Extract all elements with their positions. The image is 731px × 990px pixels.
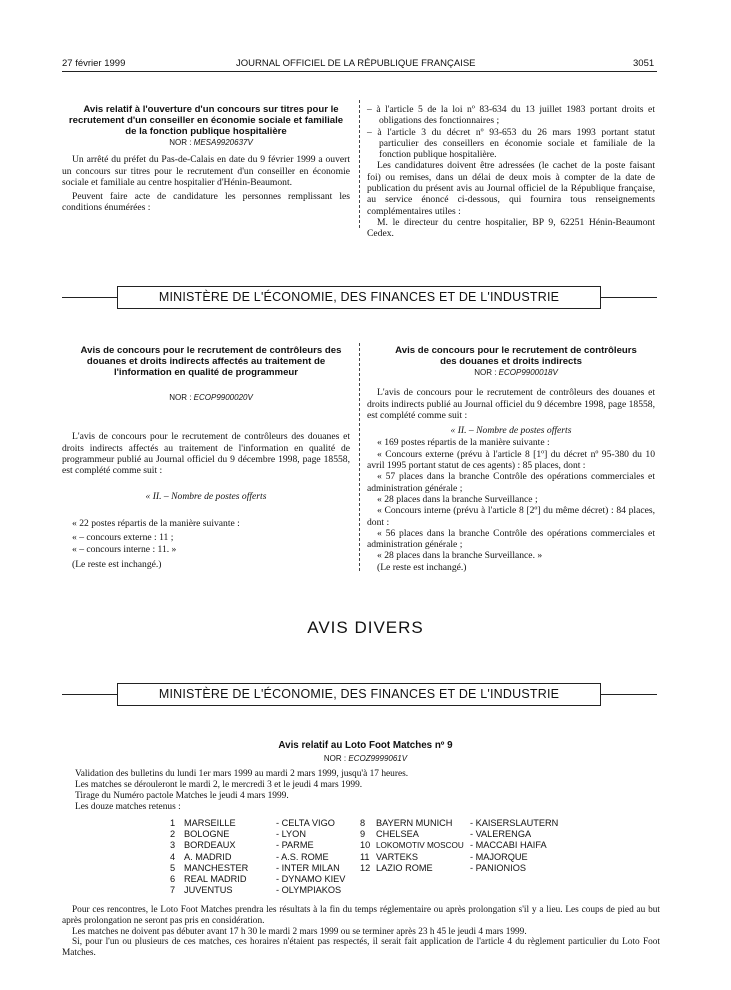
match-row: 12 LAZIO ROME - PANIONIOS [360,862,526,873]
match-row: 3 BORDEAUX - PARME [170,840,314,851]
concours-controleurs-l7: « 28 places dans la branche Surveillance. » [377,550,543,562]
header-journal-title: JOURNAL OFFICIEL DE LA RÉPUBLIQUE FRANÇAISE [236,58,476,69]
match-row: 5 MANCHESTER - INTER MILAN [170,862,340,873]
loto-line: Les douze matches retenus : [75,802,181,812]
avis-hospitalier-title: Avis relatif à l'ouverture d'un concours sur titres pour le recrutement d'un conseiller en économie sociale et familiale de la fonction publique hospitalière [68,104,344,137]
match-row: 4 A. MADRID - A.S. ROME [170,851,329,862]
ministry-heading: MINISTÈRE DE L'ÉCONOMIE, DES FINANCES ET DE L'INDUSTRIE [117,286,601,309]
match-row: 6 REAL MADRID - DYNAMO KIEV [170,874,346,884]
loto-condition: Si, pour l'un ou plusieurs de ces matches, ces horaires n'étaient pas respectés, il serait fait application de l'article 4 du règlement particulier du Loto Foot Matches. [62,937,660,959]
avis-hospitalier-p3: Les candidatures doivent être adressées (le cachet de la poste faisant foi) ou remises, dans un délai de deux mois à compter de la date de publication du présent avis au Journal officiel de la République française, au service énoncé ci-dessous, qui fournira tous renseignements complémentaires utiles : [367,160,655,217]
concours-controleurs-section: « II. – Nombre de postes offerts [450,425,572,437]
concours-programmeur-p1: L'avis de concours pour le recrutement de contrôleurs des douanes et droits indirects affectés au traitement de l'information en qualité de programmeur publié au Journal officiel du 9 décembre 1998, page 18558, est complété comme suit : [62,431,350,477]
concours-controleurs-l1: « 169 postes répartis de la manière suivante : [377,437,550,449]
match-row: 11 VARTEKS - MAJORQUE [360,851,528,862]
avis-hospitalier-b1: – à l'article 5 de la loi nº 83-634 du 13 juillet 1983 portant droits et obligations des fonctionnaires ; [367,104,655,127]
match-row: 10 LOKOMOTIV MOSCOU - MACCABI HAIFA [360,840,547,851]
avis-hospitalier-p1: Un arrêté du préfet du Pas-de-Calais en date du 9 février 1999 a ouvert un concours sur titres pour le recrutement d'un conseiller en économie sociale et familiale au centre hospitalier d'Hénin-Beaumont. [62,154,350,188]
loto-intro [75,769,665,813]
avis-hospitalier-p4: M. le directeur du centre hospitalier, BP 9, 62251 Hénin-Beaumont Cedex. [367,216,655,240]
concours-programmeur-l3: « – concours interne : 11. » [72,544,177,556]
header-date: 27 février 1999 [62,58,126,69]
match-row: 9 CHELSEA - VALERENGA [360,829,532,840]
section-title-avis-divers: AVIS DIVERS [307,618,424,637]
loto-nor: NOR : ECOZ9999061V [323,754,408,763]
concours-controleurs-l8: (Le reste est inchangé.) [377,561,467,573]
match-row: 7 JUVENTUS - OLYMPIAKOS [170,885,342,896]
concours-programmeur-section: « II. – Nombre de postes offerts [145,491,267,503]
avis-hospitalier-nor: NOR : MESA9920637V [169,138,253,147]
concours-controleurs-l3: « 57 places dans la branche Contrôle des opérations commerciales et administration générale ; [367,471,655,494]
concours-controleurs-l6: « 56 places dans la branche Contrôle des opérations commerciales et administration générale ; [367,527,655,551]
match-row: 8 BAYERN MUNICH - KAISERSLAUTERN [360,818,559,828]
concours-controleurs-title: Avis de concours pour le recrutement de contrôleurs des douanes et droits indirects [395,345,637,367]
ministry-heading: MINISTÈRE DE L'ÉCONOMIE, DES FINANCES ET DE L'INDUSTRIE [117,683,601,706]
concours-controleurs [367,345,655,573]
loto-condition: Les matches ne doivent pas débuter avant 17 h 30 le mardi 2 mars 1999 ou se terminer après 23 h 45 le jeudi 4 mars 1999. [72,926,527,937]
concours-programmeur-l2: « – concours externe : 11 ; [72,532,174,544]
header-rule [62,71,657,72]
match-row: 2 BOLOGNE - LYON [170,829,306,840]
concours-programmeur-l1: « 22 postes répartis de la manière suivante : [72,517,240,529]
avis-hospitalier-cont [367,104,655,240]
match-row: 1 MARSEILLE - CELTA VIGO [170,818,335,828]
loto-conditions [62,905,660,959]
concours-controleurs-l4: « 28 places dans la branche Surveillance ; [377,493,538,505]
loto-title: Avis relatif au Loto Foot Matches nº 9 [278,740,453,751]
avis-hospitalier [62,104,350,214]
loto-condition: Pour ces rencontres, le Loto Foot Matches prendra les résultats à la fin du temps réglementaire ou après prolongation s'il y a lieu. Les coups de pied au but après prolongation ne seront pas pris en considération. [62,905,660,926]
loto-line: Validation des bulletins du lundi 1er mars 1999 au mardi 2 mars 1999, jusqu'à 17 heures. [75,769,409,779]
concours-controleurs-l5: « Concours interne (prévu à l'article 8 [2º] du même décret) : 84 places, dont : [367,505,655,528]
column-separator [359,343,360,571]
concours-programmeur [62,345,350,570]
column-separator [359,100,360,228]
avis-hospitalier-p2: Peuvent faire acte de candidature les personnes remplissant les conditions énumérées : [62,191,350,214]
header-page-number: 3051 [633,58,655,69]
concours-controleurs-p1: L'avis de concours pour le recrutement de contrôleurs des douanes et droits indirects publié au Journal officiel du 9 décembre 1998, page 18558, est complété comme suit : [367,387,655,421]
concours-programmeur-title: Avis de concours pour le recrutement de contrôleurs des douanes et droits indirects affectés au traitement de l'information en qualité de programmeur [80,345,342,378]
concours-programmeur-nor: NOR : ECOP9900020V [169,393,253,402]
avis-hospitalier-b2: – à l'article 3 du décret nº 93-653 du 26 mars 1993 portant statut particulier des conseillers en économie sociale et familiale de la fonction publique hospitalière. [367,126,655,161]
loto-line: Tirage du Numéro pactole Matches le jeudi 4 mars 1999. [75,791,289,801]
loto-line: Les matches se dérouleront le mardi 2, le mercredi 3 et le jeudi 4 mars 1999. [75,780,363,790]
concours-controleurs-l2: « Concours externe (prévu à l'article 8 [1º] du décret nº 95-380 du 10 avril 1995 portant statut de ces agents) : 85 places, dont : [367,448,655,472]
concours-controleurs-nor: NOR : ECOP9900018V [474,368,558,377]
concours-programmeur-l4: (Le reste est inchangé.) [72,558,162,570]
